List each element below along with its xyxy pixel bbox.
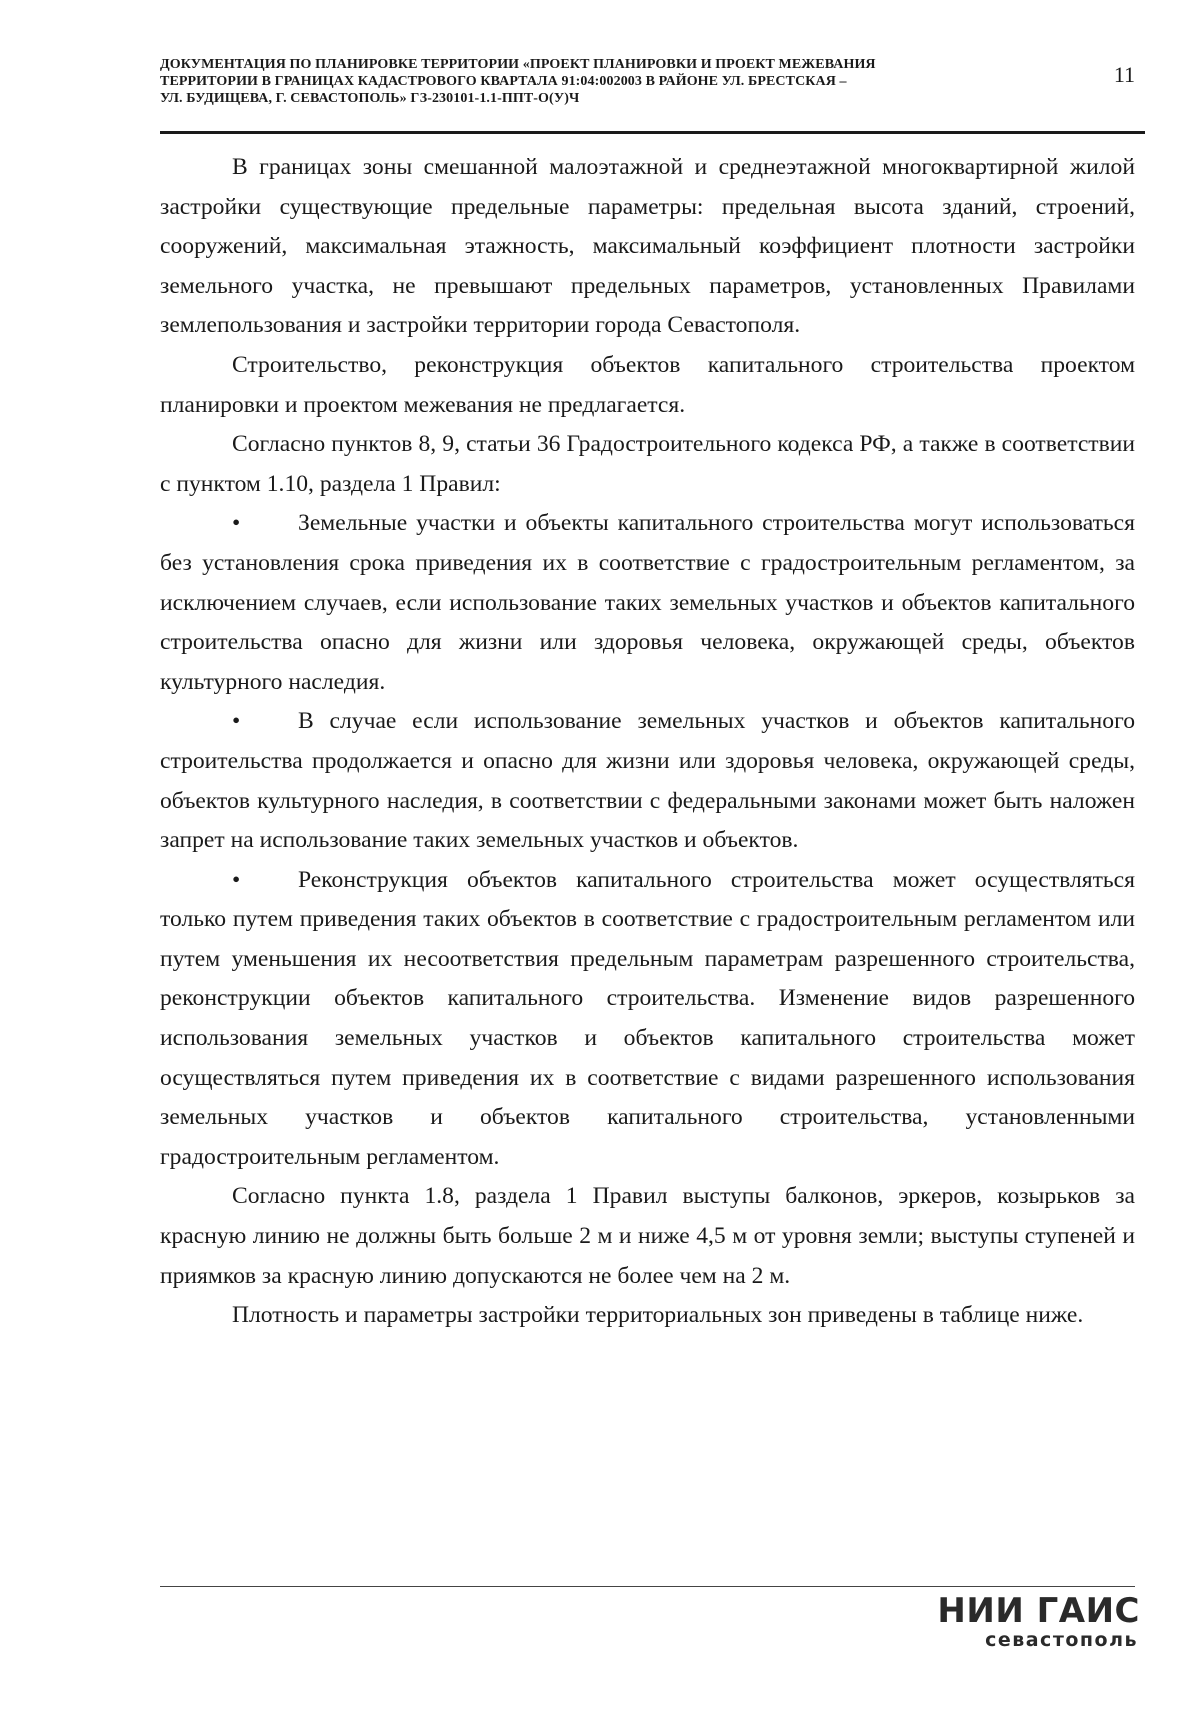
footer-divider <box>160 1586 1135 1587</box>
header-divider <box>160 131 1145 134</box>
bullet-text-2: В случае если использование земельных участков и объектов капитального строительства продолжается и опасно для жизни или здоровья человека, окружающей среды, объектов культурного наследия, в соответствии с федеральными законами может быть наложен запрет на использование таких земельных участков и объектов. <box>160 708 1135 854</box>
page-header <box>160 56 1145 107</box>
document-title-line-2: ТЕРРИТОРИИ В ГРАНИЦАХ КАДАСТРОВОГО КВАРТАЛА 91:04:002003 В РАЙОНЕ УЛ. БРЕСТСКАЯ – <box>160 74 847 89</box>
document-title-line-1: ДОКУМЕНТАЦИЯ ПО ПЛАНИРОВКЕ ТЕРРИТОРИИ «ПРОЕКТ ПЛАНИРОВКИ И ПРОЕКТ МЕЖЕВАНИЯ <box>160 57 876 72</box>
company-logo <box>880 1592 1140 1650</box>
paragraph-balconies: Согласно пункта 1.8, раздела 1 Правил выступы балконов, эркеров, козырьков за красную линию не должны быть больше 2 м и ниже 4,5 м от уровня земли; выступы ступеней и приямков за красную линию допускаются не более чем на 2 м. <box>160 1183 1135 1289</box>
document-body <box>160 148 1135 1336</box>
bullet-icon: • <box>232 510 241 537</box>
bullet-item-3 <box>160 861 1135 1178</box>
logo-title: НИИ ГАИС <box>937 1591 1140 1631</box>
bullet-item-2 <box>160 702 1135 860</box>
paragraph-construction: Строительство, реконструкция объектов капитального строительства проектом планировки и проектом межевания не предлагается. <box>160 351 1135 418</box>
bullet-item-1 <box>160 504 1135 702</box>
paragraph-zone-parameters: В границах зоны смешанной малоэтажной и среднеэтажной многоквартирной жилой застройки существующие предельные параметры: предельная высота зданий, строений, сооружений, максимальная этажность, максимальный коэффициент плотности застройки земельного участка, не превышают предельных параметров, установленных Правилами землепользования и застройки территории города Севастополя. <box>160 154 1135 339</box>
document-title-line-3: УЛ. БУДИЩЕВА, Г. СЕВАСТОПОЛЬ» ГЗ-230101-1.1-ППТ-О(У)Ч <box>160 91 580 106</box>
bullet-icon: • <box>232 708 241 735</box>
bullet-text-3: Реконструкция объектов капитального строительства может осуществляться только путем приведения таких объектов в соответствие с градостроительным регламентом или путем уменьшения их несоответствия предельным параметрам разрешенного строительства, реконструкции объектов капитального строительства. Изменение видов разрешенного использования земельных участков и объектов капитального строительства может осуществляться путем приведения их в соответствие с видами разрешенного использования земельных участков и объектов капитального строительства, установленными градостроительным регламентом. <box>160 866 1135 1170</box>
paragraph-table-reference: Плотность и параметры застройки территориальных зон приведены в таблице ниже. <box>232 1302 1084 1329</box>
bullet-text-1: Земельные участки и объекты капитального строительства могут использоваться без установления срока приведения их в соответствие с градостроительным регламентом, за исключением случаев, если использование таких земельных участков и объектов капитального строительства опасно для жизни или здоровья человека, окружающей среды, объектов культурного наследия. <box>160 510 1135 695</box>
logo-subtitle: севастополь <box>985 1629 1138 1651</box>
page-number: 11 <box>1113 62 1135 87</box>
document-title <box>160 56 1060 107</box>
bullet-icon: • <box>232 866 241 893</box>
paragraph-legal-basis: Согласно пунктов 8, 9, статьи 36 Градостроительного кодекса РФ, а также в соответствии с пунктом 1.10, раздела 1 Правил: <box>160 431 1135 497</box>
